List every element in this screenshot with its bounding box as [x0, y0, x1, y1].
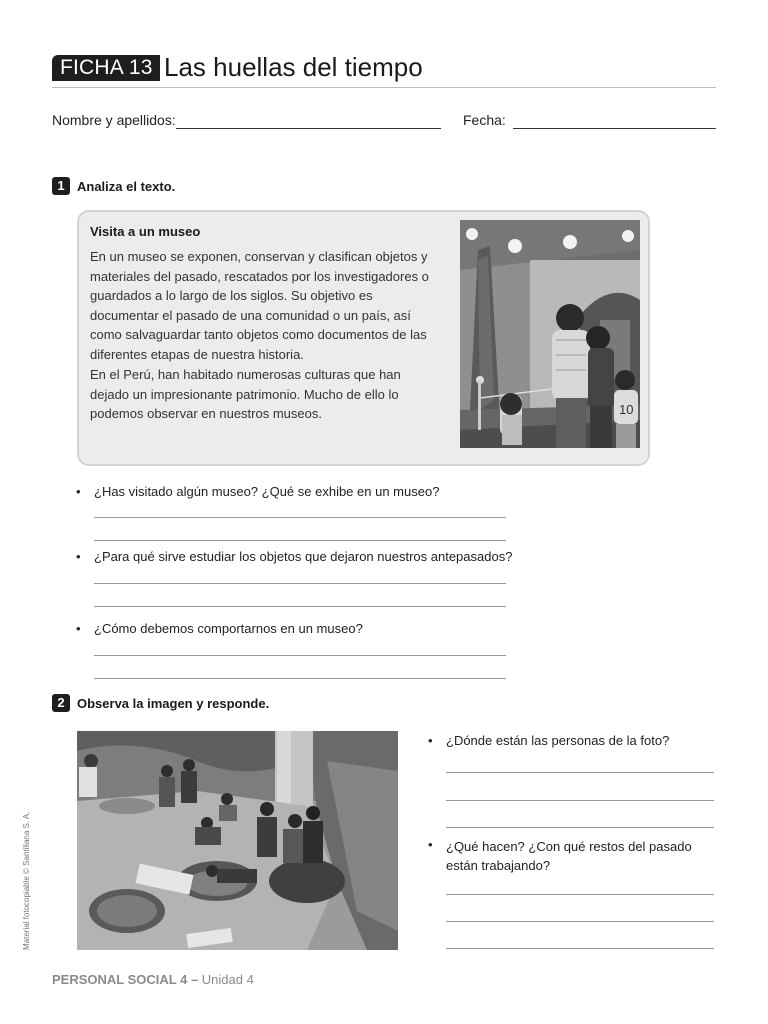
bullet-icon: • — [76, 484, 81, 499]
reading-paragraph-2: En el Perú, han habitado numerosas culturas que han dejado un impresionante patrimonio. Mucho de ello lo podemos observar en nuestros museos. — [90, 367, 401, 421]
museum-visit-illustration — [460, 220, 640, 448]
jersey-number: 10 — [619, 402, 634, 417]
question-1-3: ¿Cómo debemos comportarnos en un museo? — [94, 621, 363, 636]
page-footer — [52, 972, 254, 987]
bullet-icon: • — [428, 837, 433, 852]
ficha-badge: FICHA 13 — [52, 55, 160, 81]
question-2-2: ¿Qué hacen? ¿Con qué restos del pasado están trabajando? — [446, 839, 692, 873]
answer-line[interactable] — [94, 583, 506, 584]
answer-line[interactable] — [446, 948, 714, 949]
worksheet-header — [52, 52, 716, 88]
answer-line[interactable] — [94, 606, 506, 607]
bullet-icon: • — [428, 733, 433, 748]
answer-line[interactable] — [446, 772, 714, 773]
activity-1-number: 1 — [52, 177, 70, 195]
answer-line[interactable] — [94, 678, 506, 679]
answer-line[interactable] — [446, 894, 714, 895]
footer-unit: Unidad 4 — [201, 972, 254, 987]
activity-2-number: 2 — [52, 694, 70, 712]
answer-line[interactable] — [94, 655, 506, 656]
question-1-2: ¿Para qué sirve estudiar los objetos que dejaron nuestros antepasados? — [94, 549, 513, 564]
question-2-1: ¿Dónde están las personas de la foto? — [446, 733, 670, 748]
date-label: Fecha: — [463, 112, 506, 128]
bullet-icon: • — [76, 549, 81, 564]
question-1-1: ¿Has visitado algún museo? ¿Qué se exhibe en un museo? — [94, 484, 440, 499]
name-field[interactable] — [176, 128, 441, 129]
date-field[interactable] — [513, 128, 716, 129]
answer-line[interactable] — [446, 827, 714, 828]
reading-paragraph-1: En un museo se exponen, conservan y clasifican objetos y materiales del pasado, rescatados por los investigadores o guardados a lo largo de los siglos. Su objetivo es documentar el pasado de una comunidad o un país, así como salvaguardar tanto objetos como documentos de las diferentes etapas de nuestra historia. — [90, 249, 429, 362]
answer-line[interactable] — [94, 540, 506, 541]
answer-line[interactable] — [446, 921, 714, 922]
copyright-side-note: Material fotocopiable © Santillana S. A. — [22, 811, 31, 950]
activity-2-instruction: Observa la imagen y responde. — [77, 696, 270, 711]
bullet-icon: • — [76, 621, 81, 636]
activity-1-instruction: Analiza el texto. — [77, 179, 176, 194]
footer-course: PERSONAL SOCIAL 4 – — [52, 972, 199, 987]
excavation-photo — [77, 731, 398, 950]
answer-line[interactable] — [94, 517, 506, 518]
name-label: Nombre y apellidos: — [52, 112, 176, 128]
page-title: Las huellas del tiempo — [164, 52, 423, 82]
reading-title: Visita a un museo — [90, 224, 201, 239]
answer-line[interactable] — [446, 800, 714, 801]
